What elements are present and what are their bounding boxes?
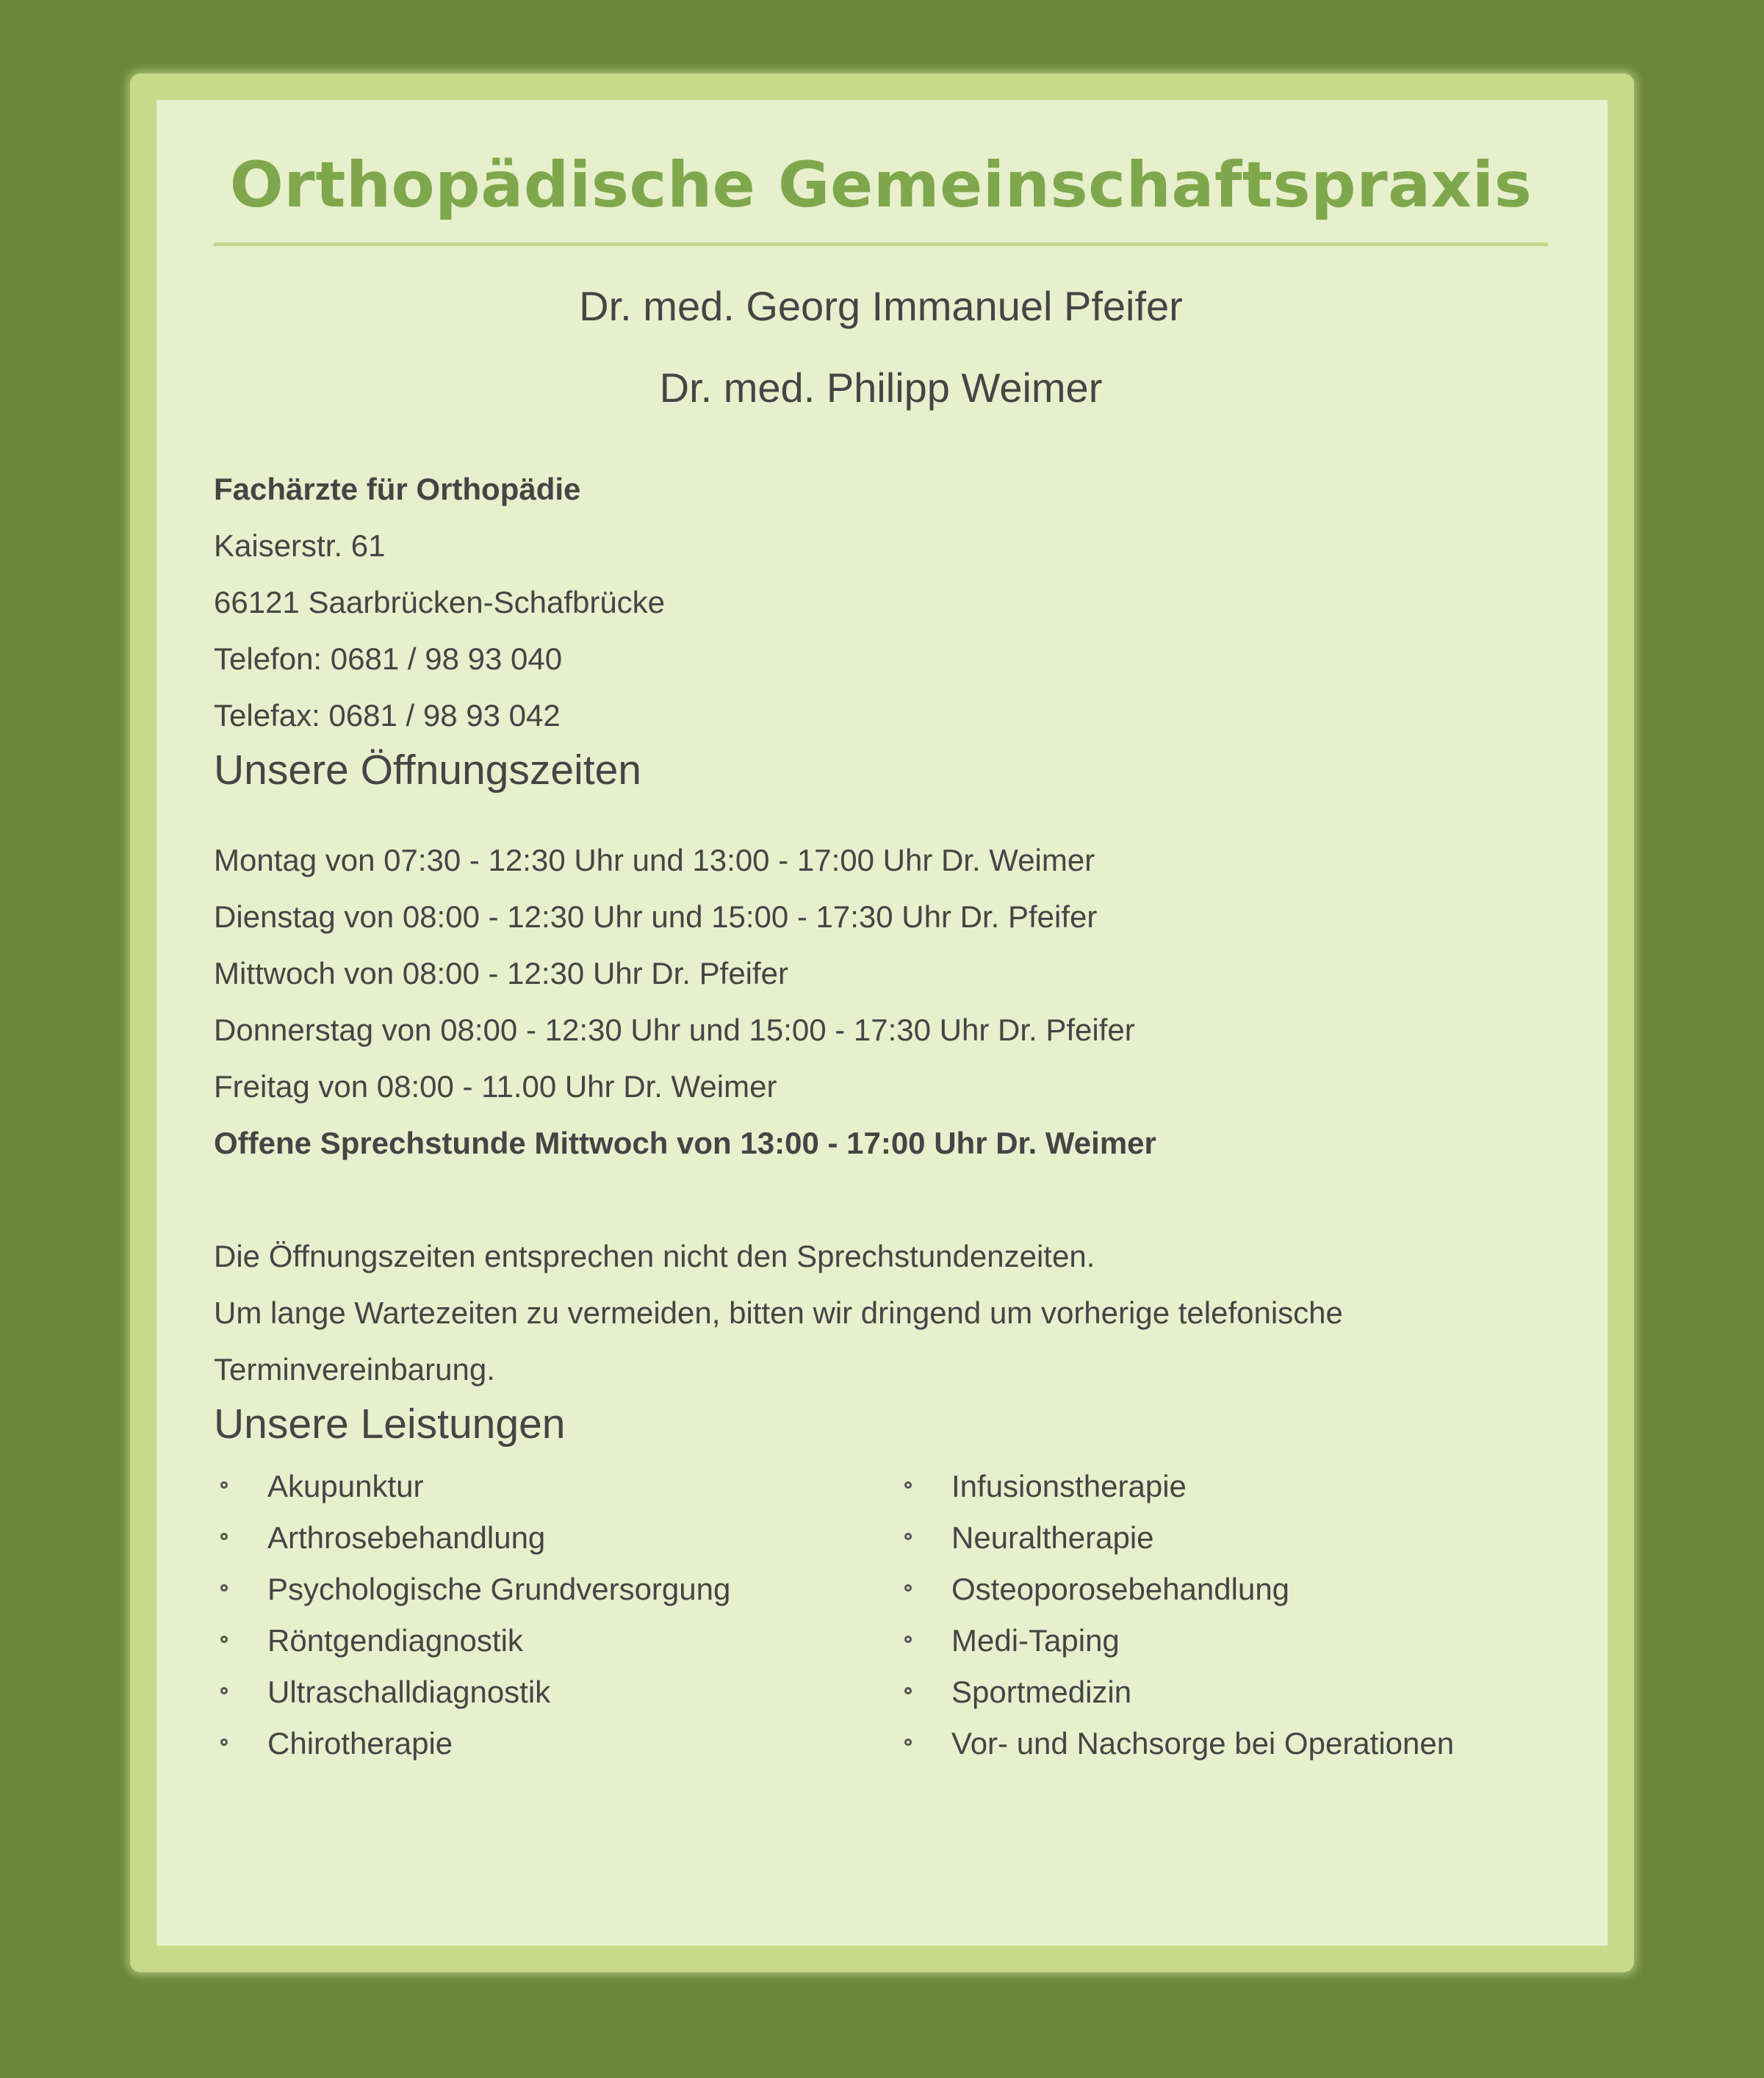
service-label: Medi-Taping bbox=[951, 1623, 1120, 1658]
service-label: Chirotherapie bbox=[267, 1726, 453, 1761]
service-item bbox=[898, 1667, 1548, 1718]
services-column-right bbox=[898, 1461, 1548, 1769]
service-item bbox=[898, 1615, 1548, 1667]
circle-bullet-icon bbox=[220, 1533, 228, 1540]
services-column-left bbox=[214, 1461, 898, 1769]
hours-monday: Montag von 07:30 - 12:30 Uhr und 13:00 - 17:00 Uhr Dr. Weimer bbox=[214, 843, 1095, 877]
service-label: Sportmedizin bbox=[951, 1675, 1132, 1709]
street-address: Kaiserstr. 61 bbox=[214, 528, 386, 563]
fax-number: Telefax: 0681 / 98 93 042 bbox=[214, 698, 561, 733]
opening-hours-heading: Unsere Öffnungszeiten bbox=[214, 747, 641, 794]
service-label: Arthrosebehandlung bbox=[267, 1520, 546, 1555]
circle-bullet-icon bbox=[220, 1687, 228, 1694]
circle-bullet-icon bbox=[904, 1584, 912, 1592]
service-label: Psychologische Grundversorgung bbox=[267, 1572, 731, 1606]
circle-bullet-icon bbox=[220, 1481, 228, 1489]
service-item bbox=[214, 1512, 898, 1564]
circle-bullet-icon bbox=[904, 1739, 912, 1746]
page-title: Orthopädische Gemeinschaftspraxis bbox=[229, 148, 1533, 222]
circle-bullet-icon bbox=[220, 1739, 228, 1746]
circle-bullet-icon bbox=[220, 1636, 228, 1643]
circle-bullet-icon bbox=[904, 1481, 912, 1489]
phone-number: Telefon: 0681 / 98 93 040 bbox=[214, 641, 563, 676]
doctor-name-pfeifer: Dr. med. Georg Immanuel Pfeifer bbox=[579, 283, 1183, 329]
service-label: Vor- und Nachsorge bei Operationen bbox=[951, 1726, 1455, 1761]
city-address: 66121 Saarbrücken-Schafbrücke bbox=[214, 585, 666, 619]
open-consultation: Offene Sprechstunde Mittwoch von 13:00 - 17:00 Uhr Dr. Weimer bbox=[214, 1126, 1156, 1160]
service-item bbox=[214, 1667, 898, 1718]
doctor-name-weimer: Dr. med. Philipp Weimer bbox=[659, 364, 1103, 411]
services-list bbox=[214, 1461, 1548, 1769]
opening-hours-list bbox=[214, 832, 1548, 1171]
service-item bbox=[898, 1461, 1548, 1512]
service-label: Osteoporosebehandlung bbox=[951, 1572, 1290, 1606]
service-label: Röntgendiagnostik bbox=[267, 1623, 523, 1658]
hours-tuesday: Dienstag von 08:00 - 12:30 Uhr und 15:00 - 17:30 Uhr Dr. Pfeifer bbox=[214, 899, 1098, 934]
appointment-note bbox=[214, 1228, 1548, 1398]
service-label: Neuraltherapie bbox=[951, 1520, 1154, 1555]
hours-wednesday: Mittwoch von 08:00 - 12:30 Uhr Dr. Pfeifer bbox=[214, 956, 789, 991]
circle-bullet-icon bbox=[904, 1636, 912, 1643]
circle-bullet-icon bbox=[904, 1533, 912, 1540]
service-item bbox=[898, 1564, 1548, 1615]
contact-block bbox=[214, 461, 1548, 744]
service-item bbox=[214, 1615, 898, 1667]
specialty-label: Fachärzte für Orthopädie bbox=[214, 472, 581, 506]
note-line: Die Öffnungszeiten entsprechen nicht den Sprechstundenzeiten. bbox=[214, 1239, 1095, 1273]
note-line: Um lange Wartezeiten zu vermeiden, bitten wir dringend um vorherige telefonische bbox=[214, 1295, 1343, 1330]
service-item bbox=[214, 1461, 898, 1512]
page-frame bbox=[130, 73, 1634, 1972]
content-panel bbox=[156, 100, 1608, 1946]
service-label: Infusionstherapie bbox=[951, 1469, 1187, 1503]
circle-bullet-icon bbox=[220, 1584, 228, 1592]
circle-bullet-icon bbox=[904, 1687, 912, 1694]
title-divider bbox=[214, 242, 1548, 246]
hours-thursday: Donnerstag von 08:00 - 12:30 Uhr und 15:00 - 17:30 Uhr Dr. Pfeifer bbox=[214, 1013, 1135, 1047]
service-item bbox=[214, 1564, 898, 1615]
content bbox=[214, 100, 1548, 1769]
service-item bbox=[898, 1512, 1548, 1564]
note-line: Terminvereinbarung. bbox=[214, 1352, 495, 1387]
service-item bbox=[214, 1718, 898, 1769]
service-label: Ultraschalldiagnostik bbox=[267, 1675, 551, 1709]
service-label: Akupunktur bbox=[267, 1469, 424, 1503]
hours-friday: Freitag von 08:00 - 11.00 Uhr Dr. Weimer bbox=[214, 1069, 777, 1104]
service-item bbox=[898, 1718, 1548, 1769]
services-heading: Unsere Leistungen bbox=[214, 1401, 566, 1448]
